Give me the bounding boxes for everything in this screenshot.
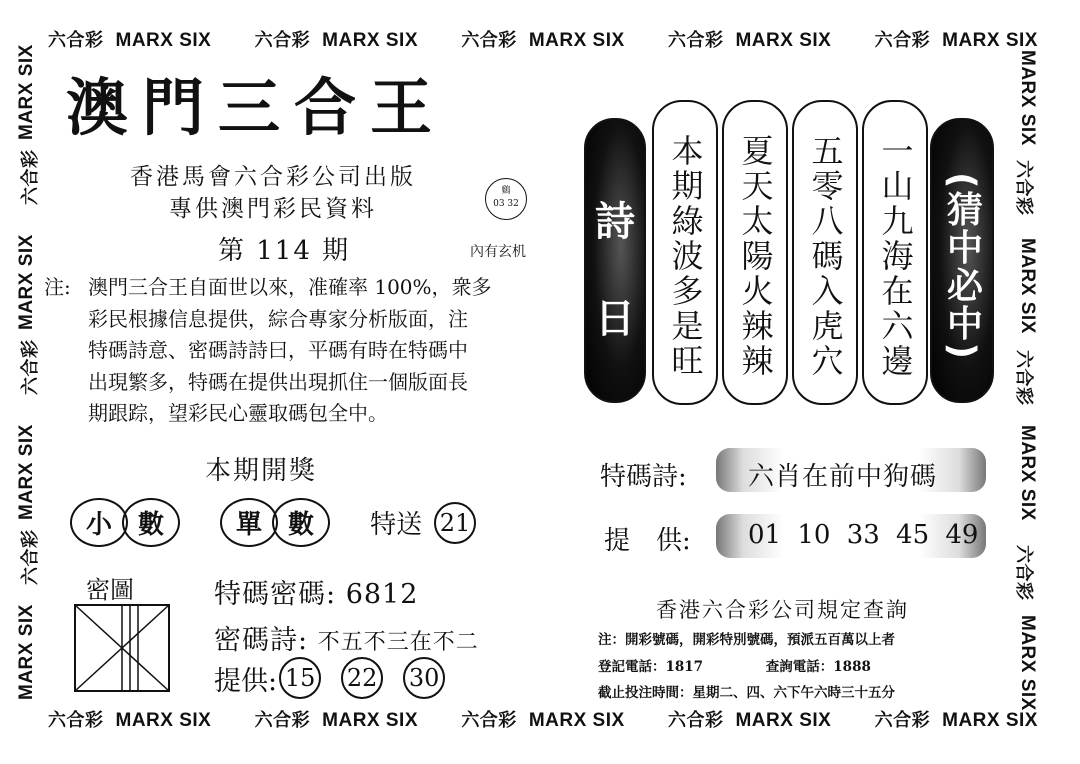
draw-results — [70, 498, 476, 547]
issue-number: 第 114 期 — [218, 236, 351, 266]
poem-tag-text: (猜中必中) — [941, 171, 983, 361]
secret-code-label: 特碼密碼: — [214, 579, 337, 610]
watermark-item: 六合彩 MARX SIX — [254, 710, 419, 731]
poem-column-1 — [652, 100, 718, 405]
diagram-label: 密圖 — [86, 576, 134, 604]
watermark-right-4: 六合彩 — [1013, 350, 1034, 406]
register-phone: 登記電話：1817 — [598, 659, 704, 675]
size-result — [70, 498, 128, 547]
poem-line-2: 夏天太陽火辣辣 — [736, 134, 775, 379]
watermark-left-3: MARX SIX — [16, 234, 37, 330]
watermark-left-6: 六合彩 — [20, 529, 41, 585]
watermark-right-3: MARX SIX — [1017, 238, 1038, 334]
secret-poem-label: 密碼詩: — [214, 625, 309, 656]
secret-poem-row — [214, 618, 479, 657]
number-label-2: 數 — [288, 510, 315, 540]
watermark-item: 六合彩 MARX SIX — [874, 30, 1038, 51]
note-line: 澳門三合王自面世以來，准確率 100%，衆多 — [88, 275, 492, 299]
watermark-item: 六合彩 MARX SIX — [667, 30, 832, 51]
secret-diagram-svg — [74, 604, 170, 692]
poem-column-3 — [792, 100, 858, 405]
hint-text: 內有玄机 — [470, 244, 526, 260]
special-poem-label: 特碼詩: — [600, 462, 687, 492]
special-number: 21 — [434, 502, 476, 544]
secret-poem-value: 不五不三在不二 — [317, 630, 479, 655]
special-provide-label: 提 供: — [604, 526, 691, 556]
parity-label: 單 — [236, 510, 263, 540]
secret-code-row — [214, 572, 418, 611]
watermark-item: 六合彩 MARX SIX — [461, 30, 625, 51]
watermark-left-2: 六合彩 — [20, 149, 41, 205]
secret-provide-row — [214, 657, 445, 699]
watermark-left-5: MARX SIX — [16, 424, 37, 520]
provide-number: 22 — [341, 657, 383, 699]
note-prefix: 注: — [44, 275, 71, 299]
stamp-top: 鷄 — [501, 186, 511, 196]
watermark-item: 六合彩 MARX SIX — [254, 30, 419, 51]
watermark-right-5: MARX SIX — [1017, 425, 1038, 521]
footer-line-1: 注：開彩號碼，開彩特別號碼，預派五百萬以上者 — [598, 632, 895, 648]
watermark-item: 六合彩 MARX SIX — [874, 710, 1038, 731]
special-provide-value: 01 10 33 45 49 — [748, 520, 979, 550]
footer-line-2 — [598, 655, 871, 675]
poem-column-2 — [722, 100, 788, 405]
watermark-right-2: 六合彩 — [1013, 160, 1034, 216]
poem-label-bottom: 日 — [595, 296, 635, 342]
secret-diagram — [74, 604, 170, 692]
watermark-item: 六合彩 MARX SIX — [48, 710, 212, 731]
query-phone: 查詢電話：1888 — [765, 659, 871, 675]
zodiac-stamp — [485, 178, 527, 220]
watermark-bottom-row — [48, 706, 1038, 732]
note-line: 特碼詩意、密碼詩詩曰，平碼有時在特碼中 — [88, 338, 468, 362]
secret-code-value: 6812 — [345, 579, 419, 610]
poem-column-4 — [862, 100, 928, 405]
watermark-item: 六合彩 MARX SIX — [461, 710, 625, 731]
size-label: 小 — [86, 510, 113, 540]
number-type-2 — [272, 498, 330, 547]
note-line: 彩民根據信息提供，綜合專家分析版面，注 — [88, 306, 468, 331]
watermark-left-4: 六合彩 — [20, 339, 41, 395]
publisher-line-2: 專供澳門彩民資料 — [169, 196, 377, 222]
poem-line-4: 一山九海在六邊 — [876, 134, 915, 379]
watermark-right-7: MARX SIX — [1017, 615, 1038, 711]
note-line: 出現繁多，特碼在提供出現抓住一個版面長 — [88, 369, 468, 394]
note-line: 期跟踪，望彩民心靈取碼包全中。 — [88, 401, 388, 425]
draw-heading: 本期開獎 — [205, 456, 318, 486]
watermark-top-row — [48, 26, 1038, 52]
poem-line-3: 五零八碼入虎穴 — [806, 134, 845, 379]
stamp-bottom: 03 32 — [493, 199, 519, 209]
watermark-left-1: MARX SIX — [16, 44, 37, 140]
page-title: 澳門三合王 — [66, 71, 447, 144]
poem-label-top: 詩 — [595, 199, 635, 245]
poem-line-1: 本期綠波多是旺 — [666, 134, 705, 379]
provide-number: 30 — [403, 657, 445, 699]
watermark-right-6: 六合彩 — [1013, 545, 1034, 601]
footer-heading: 香港六合彩公司規定查詢 — [656, 598, 909, 622]
special-label: 特送 — [370, 510, 423, 540]
provide-number: 15 — [279, 657, 321, 699]
watermark-item: 六合彩 MARX SIX — [48, 30, 212, 51]
secret-provide-label: 提供: — [214, 665, 278, 697]
poem-tag — [930, 118, 994, 403]
footer-line-3: 截止投注時間：星期二、四、六下午六時三十五分 — [598, 685, 895, 701]
watermark-left-7: MARX SIX — [16, 604, 37, 700]
parity-result — [220, 498, 278, 547]
watermark-right-1: MARX SIX — [1017, 50, 1038, 146]
poem-side-label — [584, 118, 646, 403]
number-type-1 — [122, 498, 180, 547]
watermark-item: 六合彩 MARX SIX — [667, 710, 832, 731]
number-label-1: 數 — [138, 510, 165, 540]
publisher-line-1: 香港馬會六合彩公司出版 — [130, 164, 416, 190]
special-poem-value: 六肖在前中狗碼 — [748, 462, 938, 492]
note-body — [88, 272, 558, 430]
